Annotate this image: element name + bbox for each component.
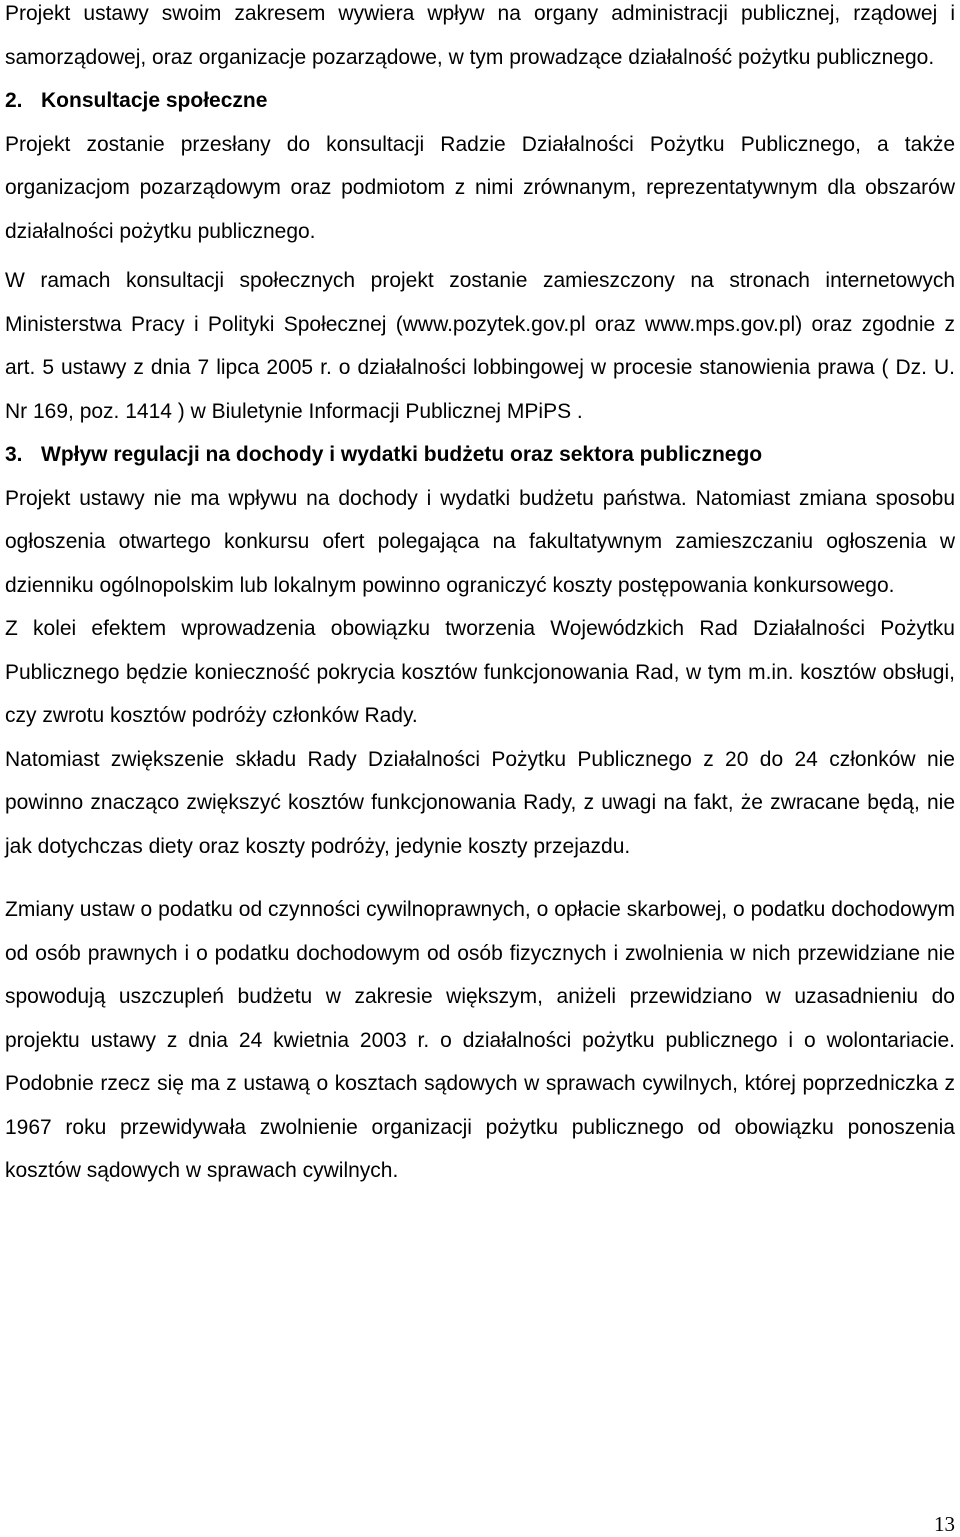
paragraph-consultations-council: Projekt zostanie przesłany do konsultacji Radzie Działalności Pożytku Publicznego, a także organizacjom pozarządowym oraz podmiotom z nimi zrównanym, reprezentatywnym dla obszarów działalności pożytku publicznego. xyxy=(5,132,955,243)
section-title: Konsultacje społeczne xyxy=(41,89,268,112)
paragraph-council-size: Natomiast zwiększenie składu Rady Działalności Pożytku Publicznego z 20 do 24 członków nie powinno znacząco zwiększyć kosztów funkcjonowania Rady, z uwagi na fakt, że zwracane będą, nie jak dotychczas diety oraz koszty podróży, jedynie koszty przejazdu. xyxy=(5,747,955,858)
section-heading-consultations xyxy=(5,79,955,123)
section-number: 2. xyxy=(5,89,23,112)
paragraph-budget-impact: Projekt ustawy nie ma wpływu na dochody i wydatki budżetu państwa. Natomiast zmiana sposobu ogłoszenia otwartego konkursu ofert polegająca na fakultatywnym zamieszczaniu ogłoszenia w dzienniku ogólnopolskim lub lokalnym powinno ograniczyć koszty postępowania konkursowego. xyxy=(5,486,955,597)
paragraph-tax-changes: Zmiany ustaw o podatku od czynności cywilnoprawnych, o opłacie skarbowej, o podatku dochodowym od osób prawnych i o podatku dochodowym od osób fizycznych i zwolnienia w nich przewidziane nie spowodują uszczupleń budżetu w zakresie większym, aniżeli przewidziano w uzasadnieniu do projektu ustawy z dnia 24 kwietnia 2003 r. o działalności pożytku publicznego i o wolontariacie. Podobnie rzecz się ma z ustawą o kosztach sądowych w sprawach cywilnych, której poprzedniczka z 1967 roku przewidywała zwolnienie organizacji pożytku publicznego od obowiązku ponoszenia kosztów sądowych w sprawach cywilnych. xyxy=(5,898,955,1182)
section-number: 3. xyxy=(5,443,23,466)
paragraph-regional-councils: Z kolei efektem wprowadzenia obowiązku tworzenia Wojewódzkich Rad Działalności Pożytku Publicznego będzie konieczność pokrycia kosztów funkcjonowania Rad, w tym m.in. kosztów obsługi, czy zwrotu kosztów podróży członków Rady. xyxy=(5,617,955,727)
page-number: 13 xyxy=(934,1512,955,1536)
section-title: Wpływ regulacji na dochody i wydatki budżetu oraz sektora publicznego xyxy=(41,443,763,466)
section-heading-budget xyxy=(5,433,955,477)
document-page xyxy=(5,0,955,1193)
paragraph-consultations-publication: W ramach konsultacji społecznych projekt zostanie zamieszczony na stronach internetowych Ministerstwa Pracy i Polityki Społecznej (www.pozytek.gov.pl oraz www.mps.gov.pl) oraz zgodnie z art. 5 ustawy z dnia 7 lipca 2005 r. o działalności lobbingowej w procesie stanowienia prawa ( Dz. U. Nr 169, poz. 1414 ) w Biuletynie Informacji Publicznej MPiPS . xyxy=(5,269,955,423)
paragraph-scope: Projekt ustawy swoim zakresem wywiera wpływ na organy administracji publicznej, rządowej i samorządowej, oraz organizacje pozarządowe, w tym prowadzące działalność pożytku publicznego. xyxy=(5,2,955,69)
